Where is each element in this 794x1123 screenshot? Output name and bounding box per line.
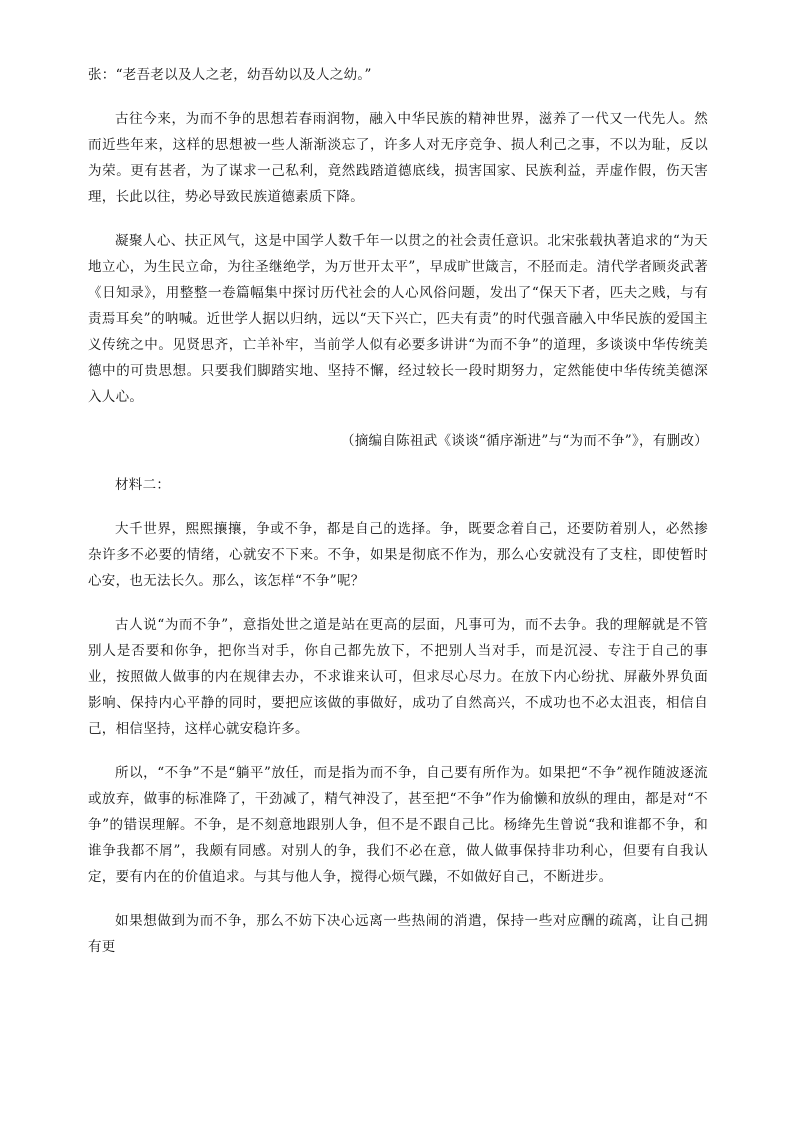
paragraph-not-lying-flat: 所以，“不争”不是“躺平”放任，而是指为而不争，自己要有所作为。如果把“不争”视作随波逐流或放弃，做事的标准降了，干劲减了，精气神没了，甚至把“不争”作为偷懒和放纵的理由，都是对“不争”的错误理解。不争，是不刻意地跟别人争，但不是不跟自己比。杨绛先生曾说“我和谁都不争，和谁争我都不屑”，我颇有同感。对别人的争，我们不必在意，做人做事保持非功利心，但要有自我认定，要有内在的价值追求。与其与他人争，搅得心烦气躁，不如做好自己，不断进步。 [88,765,708,885]
paragraph-scholar-responsibility: 凝聚人心、扶正风气，这是中国学人数千年一以贯之的社会责任意识。北宋张载执著追求的“为天地立心，为生民立命，为往圣继绝学，为万世开太平”，早成旷世箴言，不胫而走。清代学者顾炎武著《日知录》，用整整一卷篇幅集中探讨历代社会的人心风俗问题，发出了“保天下者，匹夫之贱，与有责焉耳矣”的呐喊。近世学人据以归纳，远以“天下兴亡，匹夫有责”的时代强音融入中华民族的爱国主义传统之中。见贤思齐，亡羊补牢，当前学人似有必要多讲讲“为而不争”的道理，多谈谈中华传统美德中的可贵思想。只要我们脚踏实地、坚持不懈，经过较长一段时期努力，定然能使中华传统美德深入人心。 [88,233,708,405]
material-two-heading: 材料二： [115,477,171,493]
paragraph-wei-er-bu-zheng-history: 古往今来，为而不争的思想若春雨润物，融入中华民族的精神世界，滋养了一代又一代先人。然而近些年来，这样的思想被一些人渐渐淡忘了，许多人对无序竞争、损人利己之事，不以为耻，反以为荣。更有甚者，为了谋求一己私利，竟然践踏道德底线，损害国家、民族利益，弄虚作假，伤天害理，长此以往，势必导致民族道德素质下降。 [88,111,708,205]
paragraph-ancient-meaning: 古人说“为而不争”，意指处世之道是站在更高的层面，凡事可为，而不去争。我的理解就是不管别人是否要和你争，把你当对手，你自己都先放下，不把别人当对手，而是沉浸、专注于自己的事业，按照做人做事的内在规律去办，不求谁来认可，但求尽心尽力。在放下内心纷扰、屏蔽外界负面影响、保持内心平静的同时，要把应该做的事做好，成功了自然高兴，不成功也不必太沮丧，相信自己，相信坚持，这样心就安稳许多。 [88,617,708,737]
paragraph-continuation: 张：“老吾老以及人之老，幼吾幼以及人之幼。” [88,67,372,83]
paragraph-trailing: 如果想做到为而不争，那么不妨下决心远离一些热闹的消遣，保持一些对应酬的疏离，让自己拥有更 [88,913,708,955]
document-body [88,62,708,978]
paragraph-to-compete-or-not: 大千世界，熙熙攘攘，争或不争，都是自己的选择。争，既要念着自己，还要防着别人，必然掺杂许多不必要的情绪，心就安不下来。不争，如果是彻底不作为，那么心安就没有了支柱，即使暂时心安，也无法长久。那么，该怎样“不争”呢？ [88,521,708,589]
source-citation: （摘编自陈祖武《谈谈“循序渐进”与“为而不争”》，有删改） [340,433,708,449]
